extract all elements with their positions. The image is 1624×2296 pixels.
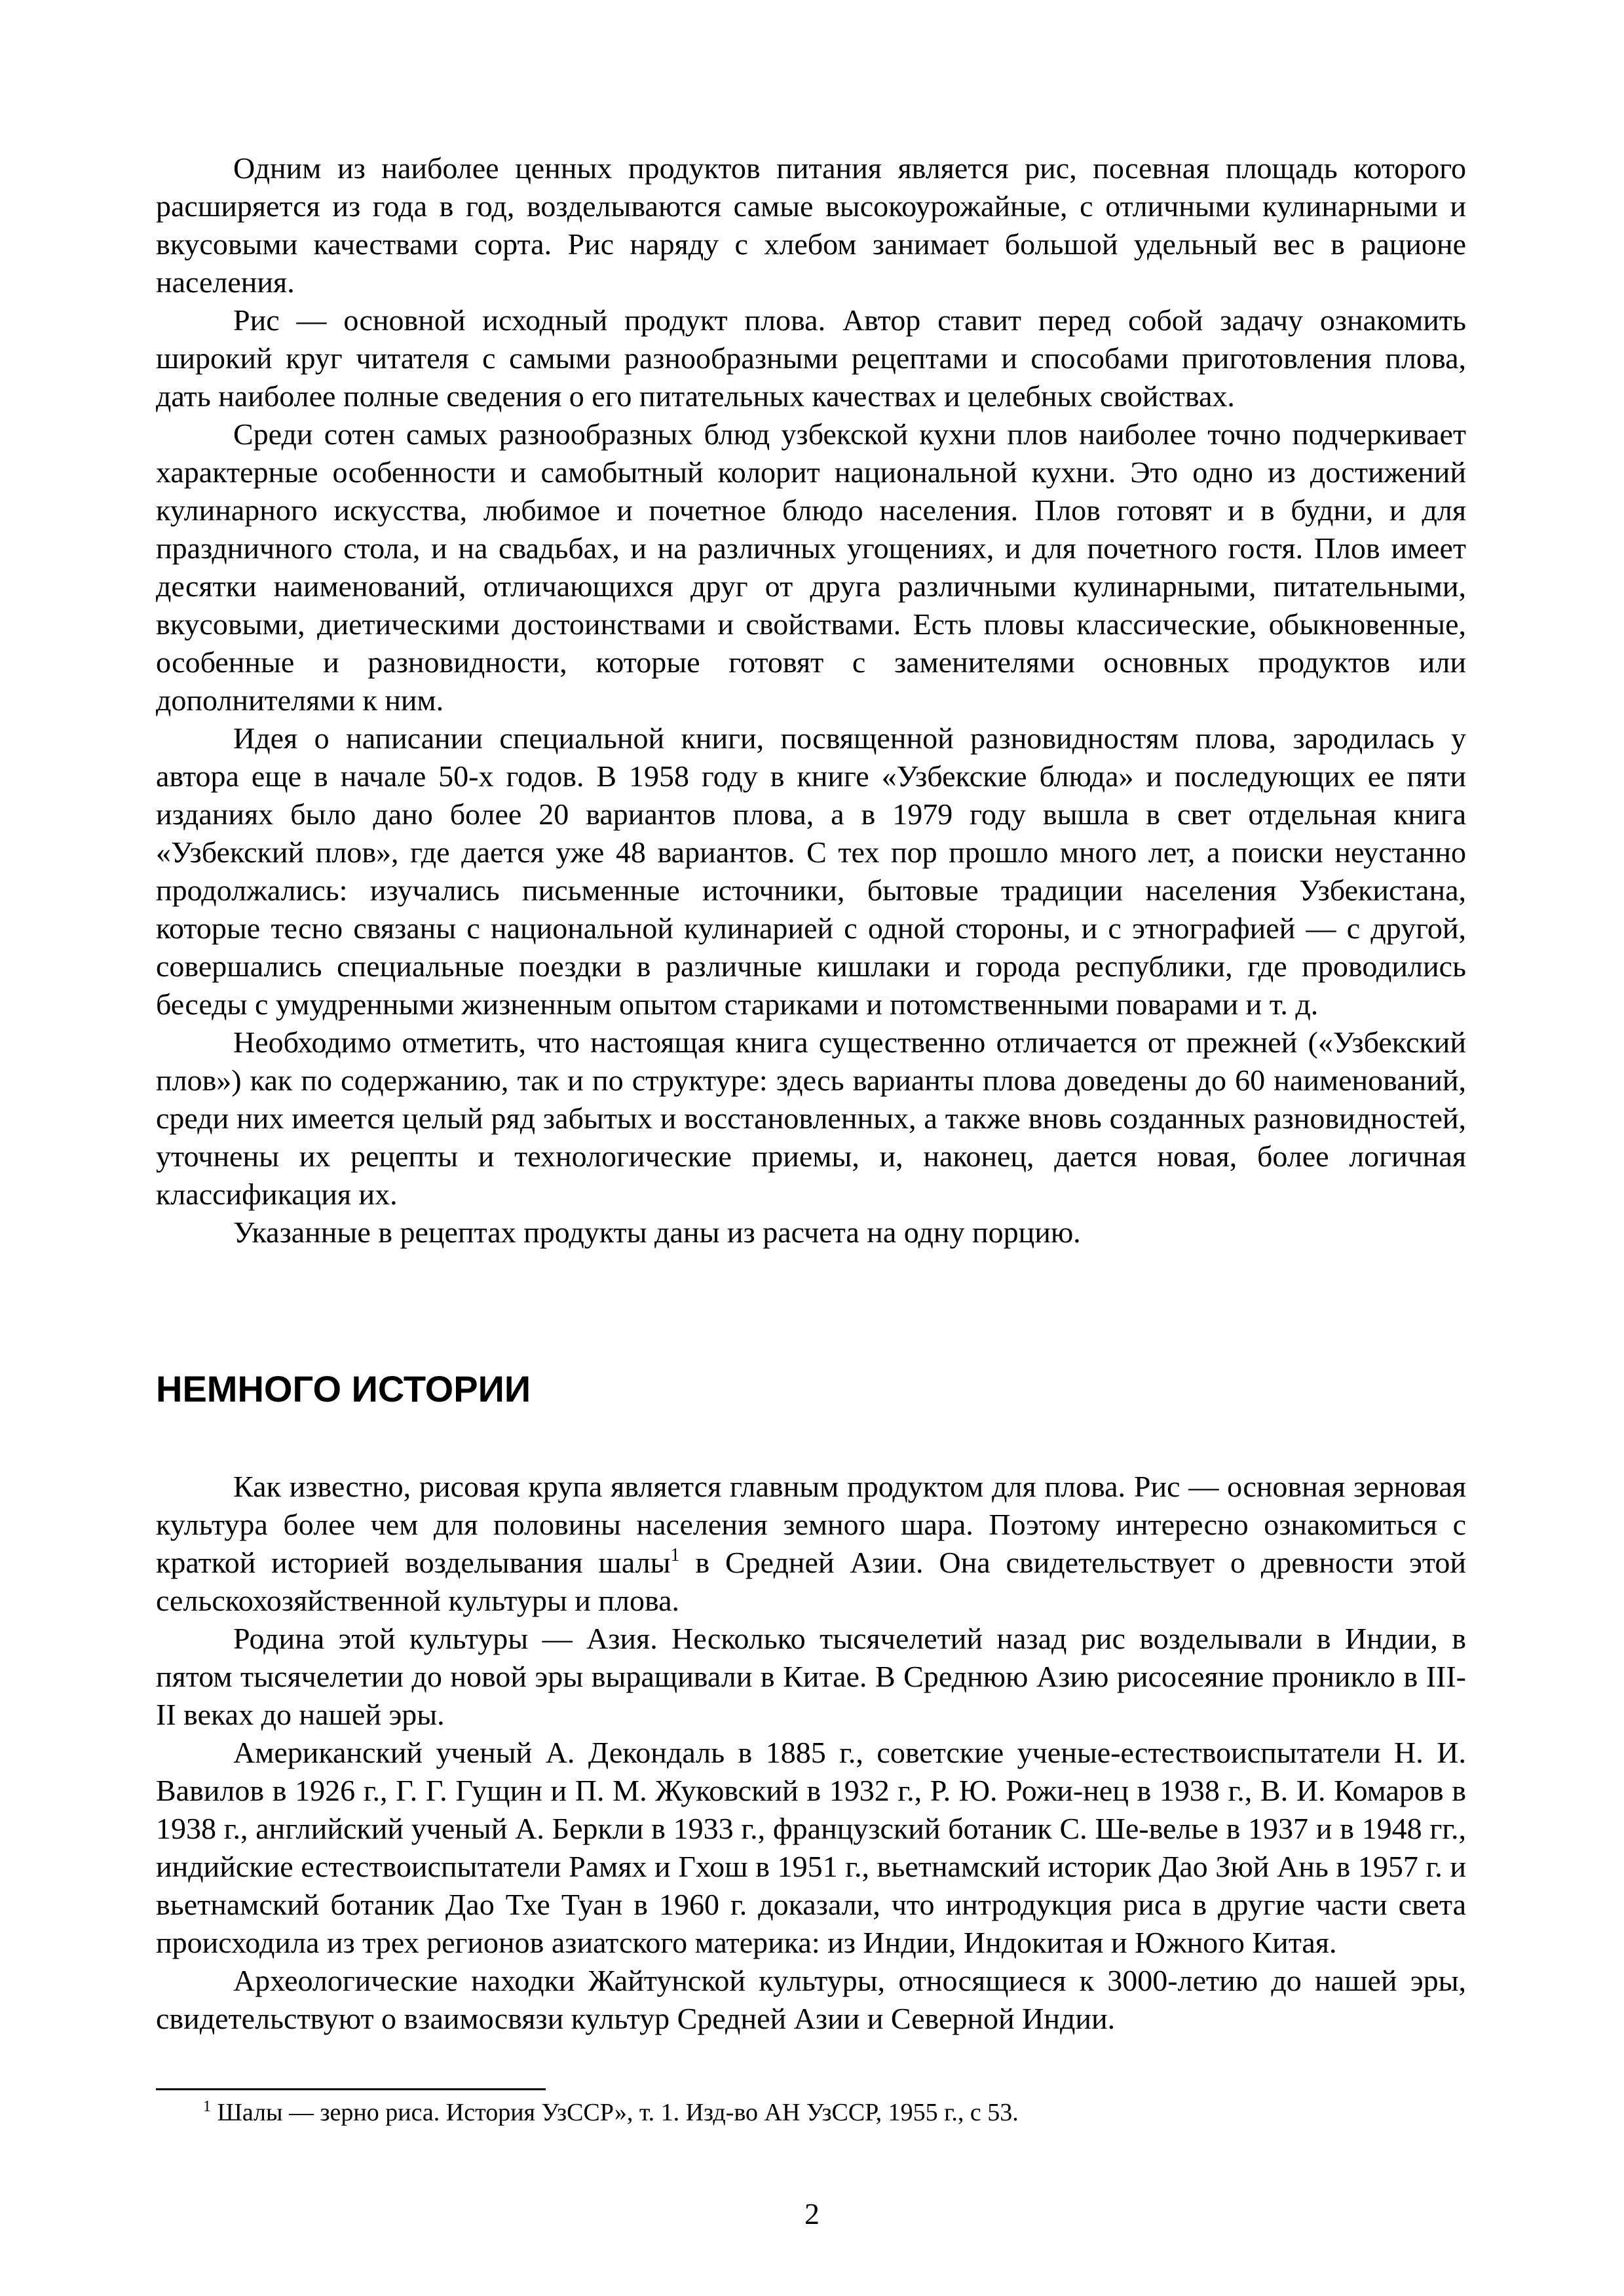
paragraph: Рис — основной исходный продукт плова. Автор ставит перед собой задачу ознакомить широкий круг читателя с самыми разнообразными рецептами и способами приготовления плова, дать наиболее полные сведения о его питательных качествах и целебных свойствах.	[156, 303, 1466, 413]
section-text	[156, 1468, 1466, 2038]
intro-text	[156, 149, 1466, 1252]
footnote-marker: 1	[203, 2098, 211, 2115]
footnote-reference: 1	[670, 1545, 680, 1565]
paragraph: Указанные в рецептах продукты даны из расчета на одну порцию.	[233, 1215, 1081, 1249]
section-heading: НЕМНОГО ИСТОРИИ	[156, 1368, 531, 1409]
paragraph-text: в Средней Азии. Она свидетельствует о древности этой сельскохозяйственной культуры и плова.	[156, 1546, 1466, 1617]
paragraph: Родина этой культуры — Азия. Несколько тысячелетий назад рис возделывали в Индии, в пятом тысячелетии до новой эры выращивали в Китае. В Среднюю Азию рисосеяние проникло в III-II веках до нашей эры.	[156, 1622, 1466, 1731]
paragraph: Одним из наиболее ценных продуктов питания является рис, посевная площадь которого расширяется из года в год, возделываются самые высокоурожайные, с отличными кулинарными и вкусовыми качествами сорта. Рис наряду с хлебом занимает большой удельный вес в рационе населения.	[156, 151, 1466, 299]
paragraph: Идея о написании специальной книги, посвященной разновидностям плова, зародилась у автора еще в начале 50-х годов. В 1958 году в книге «Узбекские блюда» и последующих ее пяти изданиях было дано более 20 вариантов плова, а в 1979 году вышла в свет отдельная книга «Узбекский плов», где дается уже 48 вариантов. С тех пор прошло много лет, а поиски неустанно продолжались: изучались письменные источники, бытовые традиции населения Узбекистана, которые тесно связаны с национальной кулинарией с одной стороны, и с этнографией — с другой, совершались специальные поездки в различные кишлаки и города республики, где проводились беседы с умудренными жизненным опытом стариками и потомственными поварами и т. д.	[156, 721, 1466, 1021]
paragraph-with-footnote-ref	[156, 1468, 1466, 1620]
footnote	[203, 2096, 1019, 2129]
paragraph: Среди сотен самых разнообразных блюд узбекской кухни плов наиболее точно подчеркивает характерные особенности и самобытный колорит национальной кухни. Это одно из достижений кулинарного искусства, любимое и почетное блюдо населения. Плов готовят и в будни, и для праздничного стола, и на свадьбах, и на различных угощениях, и для почетного гостя. Плов имеет десятки наименований, отличающихся друг от друга различными кулинарными, питательными, вкусовыми, диетическими достоинствами и свойствами. Есть пловы классические, обыкновенные, особенные и разновидности, которые готовят с заменителями основных продуктов или дополнителями к ним.	[156, 417, 1466, 717]
paragraph: Археологические находки Жайтунской культуры, относящиеся к 3000-летию до нашей эры, свидетельствуют о взаимосвязи культур Средней Азии и Северной Индии.	[156, 1964, 1466, 2035]
page-number: 2	[804, 2197, 820, 2230]
paragraph: Американский ученый А. Декондаль в 1885 г., советские ученые-естествоиспытатели Н. И. Вавилов в 1926 г., Г. Г. Гущин и П. М. Жуковский в 1932 г., Р. Ю. Рожи-нец в 1938 г., В. И. Комаров в 1938 г., английский ученый А. Беркли в 1933 г., французский ботаник С. Ше-велье в 1937 и в 1948 гг., индийские естествоиспытатели Рамях и Гхош в 1951 г., вьетнамский историк Дао Зюй Ань в 1957 г. и вьетнамский ботаник Дао Тхе Туан в 1960 г. доказали, что интродукция риса в другие части света происходила из трех регионов азиатского материка: из Индии, Индокитая и Южного Китая.	[156, 1736, 1466, 1959]
footnote-separator	[156, 2088, 546, 2090]
footnote-text: Шалы — зерно риса. История УзССР», т. 1. Изд-во АН УзССР, 1955 г., с 53.	[211, 2099, 1019, 2126]
paragraph-text: Как известно, рисовая крупа является главным продуктом для плова. Рис — основная зерновая культура более чем для половины населения земного шара. Поэтому интересно ознакомиться с краткой историей возделывания шалы	[156, 1470, 1466, 1579]
paragraph: Необходимо отметить, что настоящая книга существенно отличается от прежней («Узбекский плов») как по содержанию, так и по структуре: здесь варианты плова доведены до 60 наименований, среди них имеется целый ряд забытых и восстановленных, а также вновь созданных разновидностей, уточнены их рецепты и технологические приемы, и, наконец, дается новая, более логичная классификация их.	[156, 1025, 1466, 1211]
